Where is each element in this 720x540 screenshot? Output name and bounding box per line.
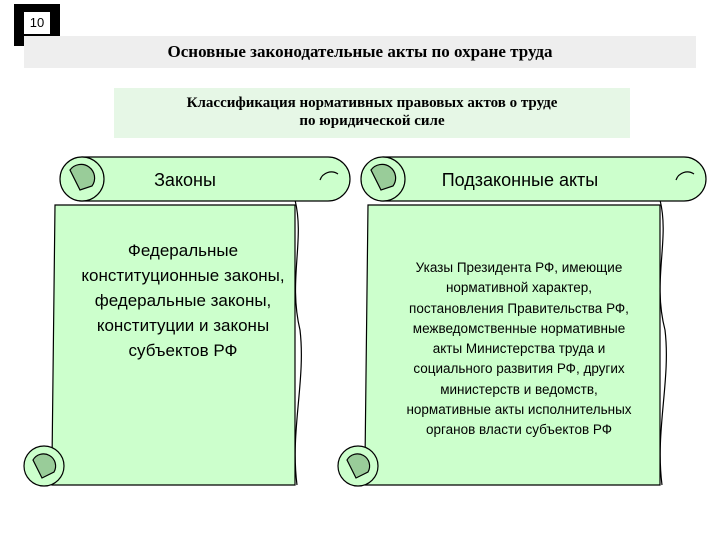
laws-line: конституционные законы, — [81, 266, 285, 285]
page-title: Основные законодательные акты по охране труда — [167, 42, 553, 61]
laws-text — [58, 238, 308, 363]
classification-line-1: Классификация нормативных правовых актов о труде — [186, 95, 558, 111]
bylaws-line: органов власти субъектов РФ — [425, 422, 613, 438]
slide-number: 10 — [24, 12, 50, 34]
bylaws-line: министерств и ведомств, — [440, 381, 598, 397]
laws-line: Федеральные — [127, 241, 239, 260]
bylaws-line: социального развития РФ, других — [413, 361, 625, 377]
bylaws-line: нормативной характер, — [445, 280, 593, 296]
laws-heading: Законы — [154, 170, 216, 190]
bylaws-line: постановления Правительства РФ, — [409, 300, 629, 316]
laws-line: конституции и законы — [96, 316, 270, 335]
bylaws-line: нормативные акты исполнительных — [406, 402, 632, 418]
laws-line: субъектов РФ — [128, 341, 238, 360]
bylaws-line: межведомственные нормативные — [412, 320, 626, 336]
bylaws-heading: Подзаконные акты — [441, 170, 599, 190]
laws-line: федеральные законы, — [94, 291, 272, 310]
bylaws-text — [378, 258, 660, 441]
classification-line-2: по юридической силе — [299, 113, 445, 129]
bylaws-line: акты Министерства труда и — [432, 341, 606, 357]
bylaws-line: Указы Президента РФ, имеющие — [415, 260, 623, 275]
